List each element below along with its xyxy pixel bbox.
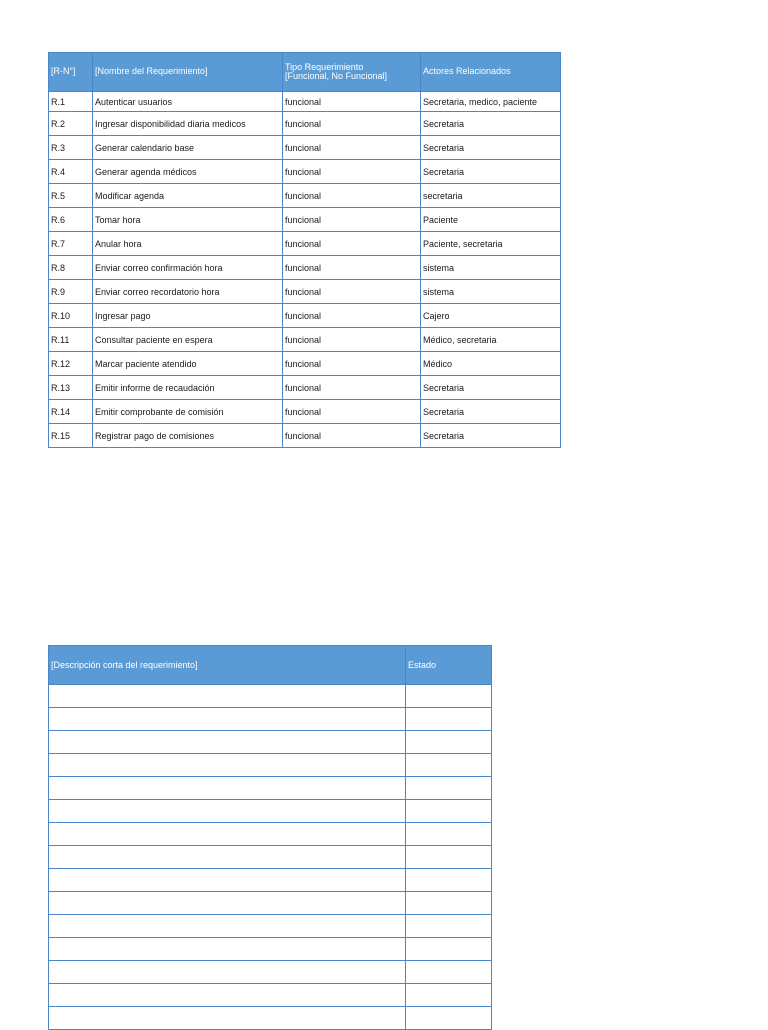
requirements-header-row [49, 53, 561, 92]
header-short-description: [Descripción corta del requerimiento] [49, 646, 406, 685]
description-cell [49, 731, 406, 754]
req-number-cell: R.4 [49, 160, 93, 184]
table-row [49, 731, 492, 754]
description-cell [49, 869, 406, 892]
status-cell [406, 777, 492, 800]
description-cell [49, 823, 406, 846]
table-row [49, 777, 492, 800]
status-cell [406, 708, 492, 731]
table-row [49, 685, 492, 708]
req-name-cell: Emitir informe de recaudación [93, 376, 283, 400]
description-table [48, 645, 492, 1030]
req-type-cell: funcional [283, 280, 421, 304]
req-type-cell: funcional [283, 256, 421, 280]
status-cell [406, 685, 492, 708]
description-cell [49, 1007, 406, 1030]
req-number-cell: R.3 [49, 136, 93, 160]
table-row [49, 1007, 492, 1030]
req-number-cell: R.11 [49, 328, 93, 352]
table-row [49, 304, 561, 328]
status-cell [406, 800, 492, 823]
req-actors-cell: Médico, secretaria [421, 328, 561, 352]
req-actors-cell: sistema [421, 280, 561, 304]
table-row [49, 208, 561, 232]
req-type-cell: funcional [283, 232, 421, 256]
req-type-cell: funcional [283, 160, 421, 184]
status-cell [406, 823, 492, 846]
req-type-cell: funcional [283, 352, 421, 376]
req-actors-cell: sistema [421, 256, 561, 280]
req-name-cell: Marcar paciente atendido [93, 352, 283, 376]
req-number-cell: R.15 [49, 424, 93, 448]
status-cell [406, 892, 492, 915]
description-cell [49, 800, 406, 823]
table-row [49, 328, 561, 352]
status-cell [406, 846, 492, 869]
header-req-number: [R-N°] [49, 53, 93, 92]
table-row [49, 256, 561, 280]
req-type-cell: funcional [283, 184, 421, 208]
req-number-cell: R.10 [49, 304, 93, 328]
description-cell [49, 915, 406, 938]
req-number-cell: R.7 [49, 232, 93, 256]
req-type-cell: funcional [283, 136, 421, 160]
req-name-cell: Generar agenda médicos [93, 160, 283, 184]
header-req-name: [Nombre del Requerimiento] [93, 53, 283, 92]
req-type-cell: funcional [283, 112, 421, 136]
table-row [49, 376, 561, 400]
header-req-type: Tipo Requerimiento [Funcional, No Funcional] [283, 53, 421, 92]
req-actors-cell: Médico [421, 352, 561, 376]
table-row [49, 400, 561, 424]
table-row [49, 184, 561, 208]
req-number-cell: R.6 [49, 208, 93, 232]
table-row [49, 938, 492, 961]
description-cell [49, 777, 406, 800]
req-type-cell: funcional [283, 424, 421, 448]
req-name-cell: Anular hora [93, 232, 283, 256]
table-row [49, 352, 561, 376]
table-row [49, 961, 492, 984]
req-number-cell: R.14 [49, 400, 93, 424]
description-header-row [49, 646, 492, 685]
description-cell [49, 846, 406, 869]
req-name-cell: Enviar correo confirmación hora [93, 256, 283, 280]
description-cell [49, 685, 406, 708]
req-name-cell: Tomar hora [93, 208, 283, 232]
req-name-cell: Enviar correo recordatorio hora [93, 280, 283, 304]
requirements-table [48, 52, 561, 448]
table-row [49, 112, 561, 136]
req-type-cell: funcional [283, 92, 421, 112]
req-actors-cell: Secretaria [421, 424, 561, 448]
req-number-cell: R.5 [49, 184, 93, 208]
req-actors-cell: Secretaria, medico, paciente [421, 92, 561, 112]
header-status: Estado [406, 646, 492, 685]
status-cell [406, 938, 492, 961]
header-related-actors: Actores Relacionados [421, 53, 561, 92]
status-cell [406, 984, 492, 1007]
req-name-cell: Ingresar pago [93, 304, 283, 328]
table-row [49, 708, 492, 731]
req-name-cell: Registrar pago de comisiones [93, 424, 283, 448]
table-row [49, 984, 492, 1007]
table-row [49, 160, 561, 184]
status-cell [406, 869, 492, 892]
status-cell [406, 1007, 492, 1030]
table-row [49, 754, 492, 777]
description-cell [49, 708, 406, 731]
description-cell [49, 892, 406, 915]
req-type-cell: funcional [283, 208, 421, 232]
req-type-cell: funcional [283, 376, 421, 400]
req-actors-cell: secretaria [421, 184, 561, 208]
table-row [49, 823, 492, 846]
req-actors-cell: Paciente, secretaria [421, 232, 561, 256]
table-row [49, 232, 561, 256]
table-row [49, 869, 492, 892]
table-row [49, 800, 492, 823]
req-type-cell: funcional [283, 328, 421, 352]
table-row [49, 280, 561, 304]
req-number-cell: R.1 [49, 92, 93, 112]
table-row [49, 92, 561, 112]
table-row [49, 424, 561, 448]
status-cell [406, 961, 492, 984]
req-name-cell: Emitir comprobante de comisión [93, 400, 283, 424]
req-actors-cell: Secretaria [421, 400, 561, 424]
req-type-cell: funcional [283, 400, 421, 424]
req-name-cell: Modificar agenda [93, 184, 283, 208]
table-row [49, 892, 492, 915]
req-name-cell: Autenticar usuarios [93, 92, 283, 112]
table-row [49, 136, 561, 160]
description-cell [49, 754, 406, 777]
req-actors-cell: Secretaria [421, 160, 561, 184]
req-name-cell: Generar calendario base [93, 136, 283, 160]
status-cell [406, 915, 492, 938]
description-cell [49, 984, 406, 1007]
status-cell [406, 731, 492, 754]
table-row [49, 915, 492, 938]
status-cell [406, 754, 492, 777]
req-actors-cell: Paciente [421, 208, 561, 232]
req-type-cell: funcional [283, 304, 421, 328]
description-cell [49, 961, 406, 984]
req-name-cell: Consultar paciente en espera [93, 328, 283, 352]
req-number-cell: R.8 [49, 256, 93, 280]
req-number-cell: R.2 [49, 112, 93, 136]
req-name-cell: Ingresar disponibilidad diaria medicos [93, 112, 283, 136]
req-actors-cell: Secretaria [421, 112, 561, 136]
table-row [49, 846, 492, 869]
req-actors-cell: Secretaria [421, 376, 561, 400]
req-number-cell: R.9 [49, 280, 93, 304]
description-cell [49, 938, 406, 961]
req-number-cell: R.13 [49, 376, 93, 400]
req-actors-cell: Cajero [421, 304, 561, 328]
req-actors-cell: Secretaria [421, 136, 561, 160]
req-number-cell: R.12 [49, 352, 93, 376]
